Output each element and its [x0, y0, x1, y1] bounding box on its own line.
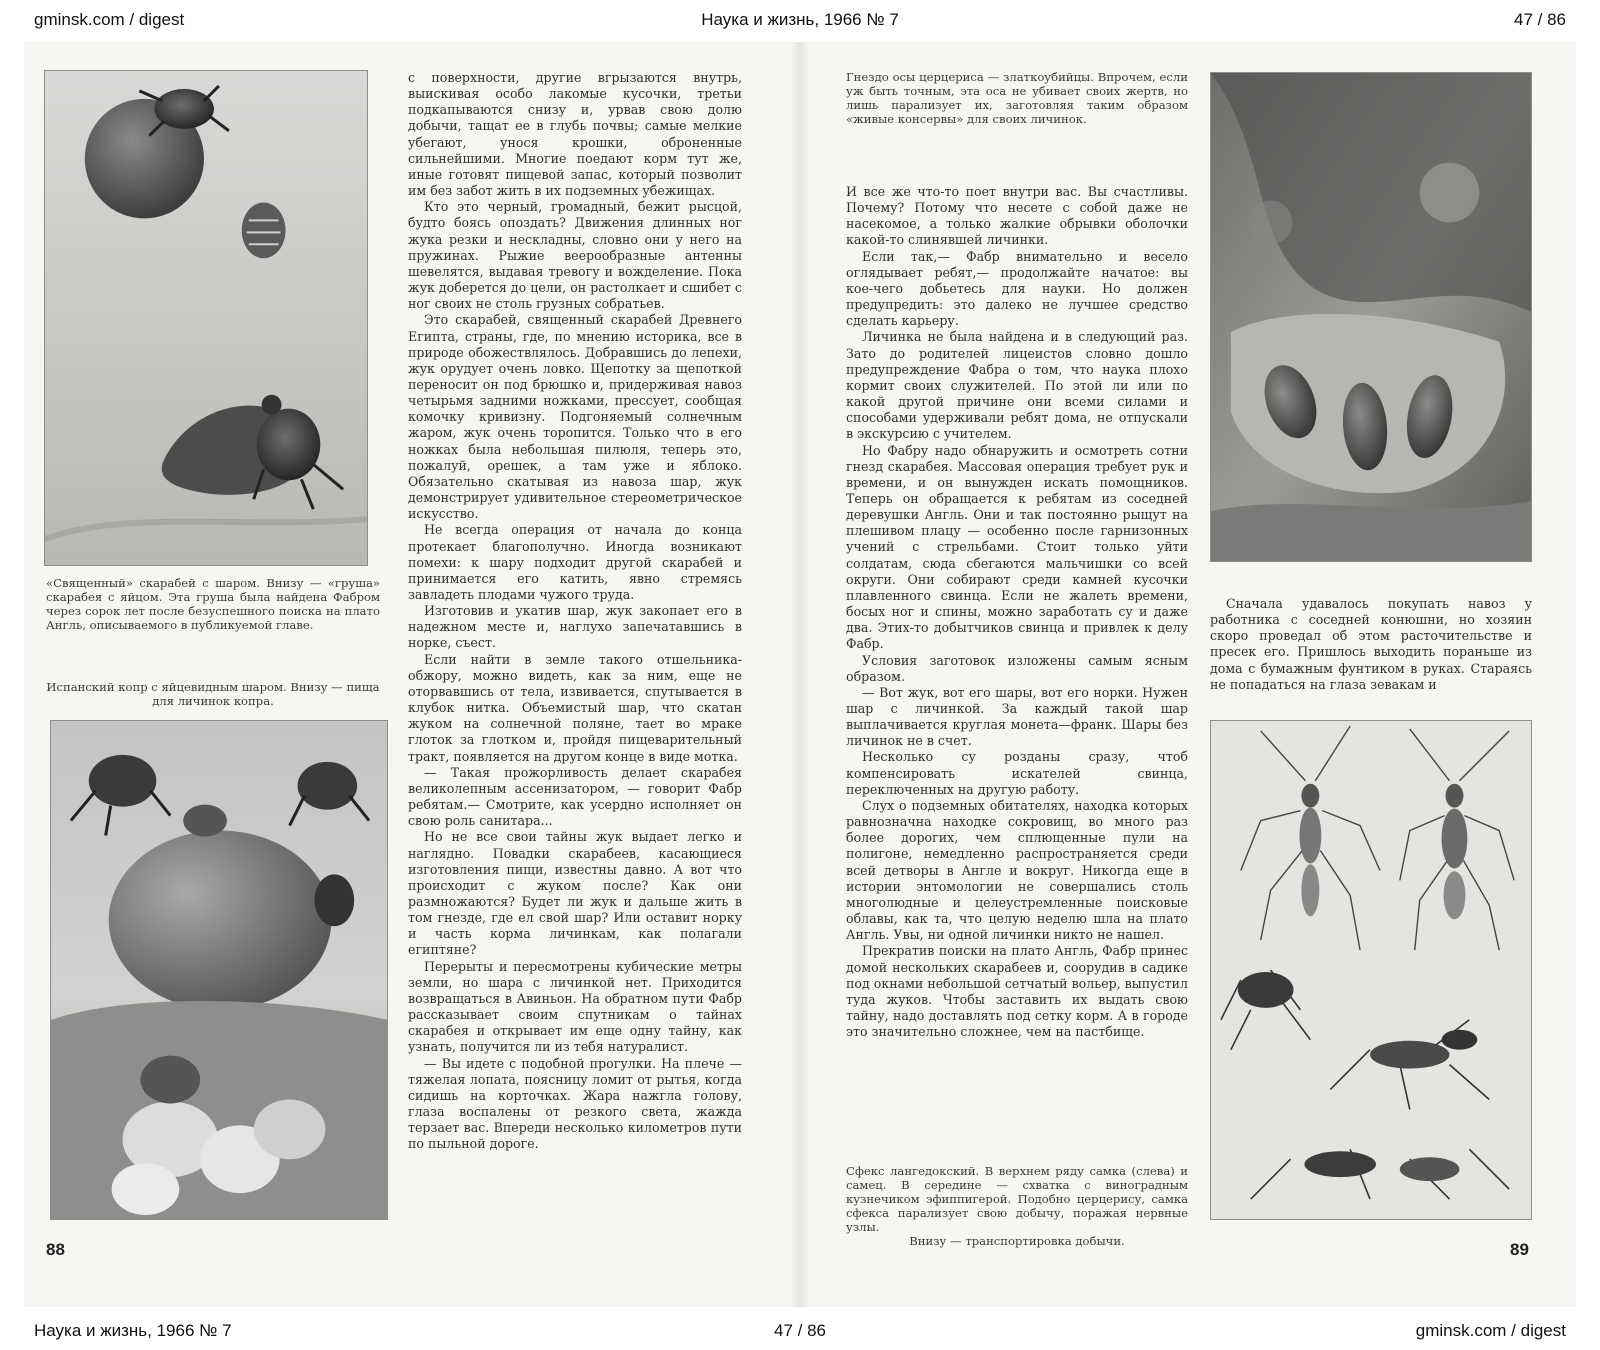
- paragraph: — Вы идете с подобной прогулки. На плече — тяжелая лопата, поясницу ломит от рытья, когда сидишь на корточках. Жара нажгла голову, глаза воспалены от резкого света, жажда терзает вас. Впереди несколько километров пути по пыльной дороге.: [408, 1055, 742, 1152]
- scarab-ball-caption: «Священный» скарабей с шаром. Внизу — «груша» скарабея с яйцом. Эта груша была найдена Фабром через сорок лет после безуспешного поиска на плато Англь, описываемого в публикуемой главе.: [46, 576, 380, 632]
- copris-caption: Испанский копр с яйцевидным шаром. Внизу — пища для личинок копра.: [46, 680, 380, 708]
- footer-site-link[interactable]: gminsk.com / digest: [1415, 1321, 1566, 1340]
- copris-egg-ball-photo: [50, 720, 388, 1220]
- left-page-number: 88: [46, 1240, 65, 1259]
- header-title: Наука и жизнь, 1966 № 7: [701, 10, 899, 29]
- paragraph: Если найти в земле такого отшельника-обжору, можно видеть, как за ним, еще не оторвавшись от тела, извивается, спутывается в клубок нитка. Объемистый шар, что скатан жуком на солнечной поляне, тает во мраке глоток за глотком и, пройдя пищеварительный тракт, появляется на другом конце в виде мотка.: [408, 651, 742, 764]
- paragraph: Это скарабей, священный скарабей Древнего Египта, страны, где, по мнению историка, все в природе обожествлялось. Добравшись до лепехи, жук орудует очень ловко. Щепотку за щепоткой переносит он под брюшко и, придерживая навоз четырьмя задними ножками, прессует, сообщая комочку кривизну. Подгоняемый солнечным жаром, жук очень торопится. Только что в его ножках была небольшая пилюля, теперь это, пожалуй, орешек, а там уже и яблоко. Обязательно скатывая из навоза шар, жук демонстрирует удивительное стереометрическое искусство.: [408, 312, 742, 522]
- wasp-nest-photo: [1210, 72, 1532, 562]
- paragraph: Личинка не была найдена и в следующий раз. Зато до родителей лицеистов словно дошло предупреждение Фабра о том, что наука плохо кормит своих служителей. По этой ли или по какой другой причине они всеми силами и способами удерживали ребят дома, не отпускали в экскурсию с учителем.: [846, 329, 1188, 442]
- left-article-column: [408, 70, 742, 1152]
- paragraph: Несколько су розданы сразу, чтоб компенсировать искателей свинца, переключенных на другую работу.: [846, 749, 1188, 797]
- header-site-link[interactable]: gminsk.com / digest: [34, 10, 185, 29]
- paragraph: — Такая прожорливость делает скарабея великолепным ассенизатором, — говорит Фабр ребятам.— Смотрите, как усердно исполняет он свою роль санитара...: [408, 764, 742, 829]
- right-page-number: 89: [1510, 1240, 1529, 1259]
- viewer-header: [0, 4, 1600, 40]
- paragraph: Кто это черный, громадный, бежит рысцой, будто боясь опоздать? Движения длинных ног жука резки и нескладны, словно они у него на пружинах. Рыжие веерообразные антенны шевелятся, выдавая тревогу и вожделение. Пока жук доберется до цели, он растолкает и сшибет с ног своих не столь грузных собратьев.: [408, 199, 742, 312]
- spread-gutter: [790, 42, 810, 1307]
- paragraph: с поверхности, другие вгрызаются внутрь, выискивая особо лакомые кусочки, третьи подкапываются снизу и, урвав свою долю добычи, тащат ее в глубь почвы; самые мелкие убегают, унося крошки, оброненные сильнейшими. Многие поедают корм тут же, иные готовят пищевой запас, который позволит им без забот жить в их подземных убежищах.: [408, 70, 742, 199]
- paragraph: Изготовив и укатив шар, жук закопает его в надежном месте и, наглухо запечатавшись в норке, съест.: [408, 603, 742, 651]
- sphex-caption-tail: Внизу — транспортировка добычи.: [909, 1234, 1125, 1248]
- header-pager: 47 / 86: [1514, 10, 1566, 29]
- paragraph: Но Фабру надо обнаружить и осмотреть сотни гнезд скарабея. Массовая операция требует рук и времени, и он вынужден искать помощников. Теперь он обращается к ребятам из соседней деревушки Англь. Они и так постоянно рыщут на плешивом плацу — особенно после гарнизонных учений с стрельбами. Стоит только уйти солдатам, сюда сбегаются мальчишки со всей округи. Они собирают среди камней кусочки плавленного свинца. Если не жалеть времени, босых ног и спины, можно заработать су и даже два. Этих-то добытчиков свинца и привлек к делу Фабр.: [846, 442, 1188, 652]
- right-article-column: [846, 184, 1188, 1040]
- paragraph: Слух о подземных обитателях, находка которых равнозначна находке сокровищ, во много раз более дорогих, чем сплющенные пули на полигоне, немедленно распространяется среди всей детворы в Англе и вокруг. Никогда еще в истории энтомологии не совершались столь многолюдные и целеустремленные поисковые облавы, как та, что целую неделю шла на плато Англь. Увы, ни одной личинки никто не нашел.: [846, 797, 1188, 943]
- viewer-footer: [0, 1315, 1600, 1350]
- paragraph: И все же что-то поет внутри вас. Вы счастливы. Почему? Потому что несете с собой даже не насекомое, а только жалкие обрывки оболочки какой-то слинявшей личинки.: [846, 184, 1188, 248]
- paragraph: Но не все свои тайны жук выдает легко и наглядно. Повадки скарабеев, касающиеся изготовления пищи, известны давно. А вот что происходит с жуком после? Как они размножаются? Будет ли жук и дальше жить в том гнезде, где ел свой шар? Или оставит норку и часть корма личинкам, как полагали египтяне?: [408, 829, 742, 958]
- paragraph: Перерыты и пересмотрены кубические метры земли, но шара с личинкой нет. Приходится возвращаться в Авиньон. На обратном пути Фабр рассказывает своим спутникам о тайнах скарабея и открывает им еще одну тайну, как узнать, получится ли из тебя натуралист.: [408, 958, 742, 1055]
- paragraph: Не всегда операция от начала до конца протекает благополучно. Иногда возникают помехи: к шару подходит другой скарабей и принимается его катить, явно стремясь завладеть плодами чужого труда.: [408, 522, 742, 602]
- sphex-caption: [846, 1164, 1188, 1248]
- sphex-wasps-photo: [1210, 720, 1532, 1220]
- footer-pager: 47 / 86: [774, 1321, 826, 1340]
- right-side-column: [1210, 596, 1532, 693]
- footer-title: Наука и жизнь, 1966 № 7: [34, 1321, 232, 1340]
- wasp-nest-caption: Гнездо осы церцериса — златкоубийцы. Впрочем, если уж быть точным, эта оса не убивает своих жертв, но лишь парализует их, заготовляя таким образом «живые консервы» для своих личинок.: [846, 70, 1188, 126]
- sphex-caption-body: Сфекс лангедокский. В верхнем ряду самка (слева) и самец. В середине — схватка с виноградным кузнечиком эфиппигерой. Подобно церцерису, самка сфекса парализует свою добычу, поражая нервные узлы.: [846, 1164, 1188, 1234]
- paragraph: — Вот жук, вот его шары, вот его норки. Нужен шар с личинкой. За каждый такой шар выплачивается круглая монета—франк. Шары без личинок не в счет.: [846, 684, 1188, 749]
- paragraph: Прекратив поиски на плато Англь, Фабр принес домой нескольких скарабеев и, соорудив в садике под окнами небольшой сетчатый вольер, выпустил туда жуков. Чтобы заставить их выдать свою тайну, надо доставлять под сетку корм. А в городе это значительно сложнее, чем на пастбище.: [846, 943, 1188, 1040]
- scarab-ball-photo: [44, 70, 368, 566]
- paragraph: Сначала удавалось покупать навоз у работника с соседней конюшни, но хозяин скоро проведал об этом расточительстве и пресек его. Пришлось выходить пораньше из дома с бумажным фунтиком в руках. Стараясь не попадаться на глаза зевакам и: [1210, 596, 1532, 692]
- paragraph: Если так,— Фабр внимательно и весело оглядывает ребят,— продолжайте начатое: вы кое-чего добьетесь для науки. Но должен предупредить: это далеко не лучшее средство сделать карьеру.: [846, 248, 1188, 329]
- paragraph: Условия заготовок изложены самым ясным образом.: [846, 652, 1188, 684]
